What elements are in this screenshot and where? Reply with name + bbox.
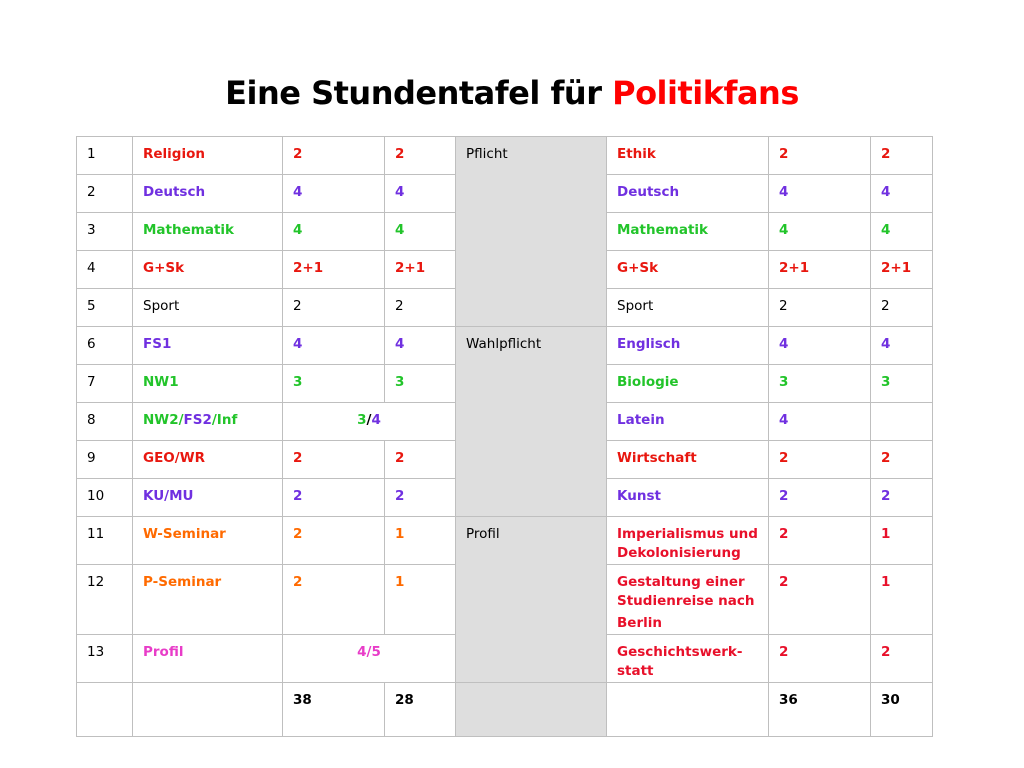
left-hours-a: 2	[283, 441, 385, 479]
left-hours-a: 2	[283, 517, 385, 565]
right-hours-b: 1	[871, 565, 933, 635]
left-hours-a: 2	[283, 137, 385, 175]
row-number: 3	[77, 213, 133, 251]
row-number: 4	[77, 251, 133, 289]
right-subject: Imperialismus und Dekolonisierung	[607, 517, 769, 565]
hours-part-slash: /	[366, 412, 372, 428]
right-hours-a: 2	[769, 635, 871, 683]
right-subject: Englisch	[607, 327, 769, 365]
right-hours-b: 2+1	[871, 251, 933, 289]
left-hours-a: 4	[283, 327, 385, 365]
right-subject: G+Sk	[607, 251, 769, 289]
left-subject: FS1	[133, 327, 283, 365]
left-subject: KU/MU	[133, 479, 283, 517]
right-hours-a: 2	[769, 517, 871, 565]
row-number: 11	[77, 517, 133, 565]
slide-title	[0, 74, 1024, 112]
left-hours-a: 2	[283, 479, 385, 517]
right-hours-b: 1	[871, 517, 933, 565]
subject-line: Berlin	[617, 615, 662, 631]
category-profil: Profil	[456, 517, 607, 683]
right-hours-b: 4	[871, 327, 933, 365]
left-hours-b: 1	[385, 517, 456, 565]
left-subject: Profil	[133, 635, 283, 683]
timetable	[76, 136, 933, 737]
right-hours-b	[871, 403, 933, 441]
left-hours-a: 2	[283, 289, 385, 327]
left-subject: W-Seminar	[133, 517, 283, 565]
row-number: 1	[77, 137, 133, 175]
row-number: 5	[77, 289, 133, 327]
left-hours-b: 2+1	[385, 251, 456, 289]
totals-empty-number	[77, 683, 133, 737]
row-number: 9	[77, 441, 133, 479]
left-total-b: 28	[385, 683, 456, 737]
right-hours-a: 2	[769, 137, 871, 175]
right-hours-a: 2	[769, 441, 871, 479]
left-subject	[133, 403, 283, 441]
right-subject: Mathematik	[607, 213, 769, 251]
subject-part-inf: /Inf	[211, 412, 238, 428]
table-row	[77, 327, 933, 365]
right-hours-b: 4	[871, 213, 933, 251]
right-subject: Deutsch	[607, 175, 769, 213]
right-subject: Latein	[607, 403, 769, 441]
subject-part-slash: /	[178, 412, 184, 428]
title-text: Eine Stundentafel für	[225, 74, 602, 112]
hours-part-3: 3	[357, 412, 367, 428]
row-number: 10	[77, 479, 133, 517]
subject-line: Studienreise nach	[617, 593, 755, 609]
right-hours-b: 2	[871, 479, 933, 517]
totals-empty-subject	[133, 683, 283, 737]
left-subject: Deutsch	[133, 175, 283, 213]
left-hours-b: 3	[385, 365, 456, 403]
left-hours-b: 2	[385, 289, 456, 327]
category-wahlpflicht: Wahlpflicht	[456, 327, 607, 517]
right-hours-b: 3	[871, 365, 933, 403]
row-number: 13	[77, 635, 133, 683]
left-total-a: 38	[283, 683, 385, 737]
left-subject: NW1	[133, 365, 283, 403]
subject-line: statt	[617, 663, 654, 679]
row-number: 8	[77, 403, 133, 441]
subject-part-fs2: FS2	[183, 412, 212, 428]
table-row	[77, 517, 933, 565]
right-total-a: 36	[769, 683, 871, 737]
left-hours-a: 4	[283, 175, 385, 213]
right-subject: Kunst	[607, 479, 769, 517]
hours-part-4: 4	[371, 412, 381, 428]
right-subject: Wirtschaft	[607, 441, 769, 479]
title-accent-text: Politikfans	[612, 74, 799, 112]
left-hours-b: 4	[385, 175, 456, 213]
category-pflicht: Pflicht	[456, 137, 607, 327]
right-hours-b: 2	[871, 289, 933, 327]
left-subject: GEO/WR	[133, 441, 283, 479]
left-subject: Religion	[133, 137, 283, 175]
right-subject	[607, 635, 769, 683]
left-hours-b: 4	[385, 327, 456, 365]
right-subject	[607, 565, 769, 635]
subject-line: Gestaltung einer	[617, 574, 745, 590]
right-hours-a: 4	[769, 403, 871, 441]
totals-category-empty	[456, 683, 607, 737]
table-row	[77, 137, 933, 175]
left-hours-b: 2	[385, 137, 456, 175]
left-hours-a: 4	[283, 213, 385, 251]
right-hours-a: 4	[769, 327, 871, 365]
left-hours-b: 4	[385, 213, 456, 251]
left-hours-b: 2	[385, 479, 456, 517]
right-subject: Biologie	[607, 365, 769, 403]
left-hours-merged: 4/5	[283, 635, 456, 683]
totals-row	[77, 683, 933, 737]
left-subject: G+Sk	[133, 251, 283, 289]
right-hours-a: 4	[769, 175, 871, 213]
left-subject: P-Seminar	[133, 565, 283, 635]
left-hours-a: 3	[283, 365, 385, 403]
right-hours-a: 4	[769, 213, 871, 251]
left-hours-b: 1	[385, 565, 456, 635]
totals-empty-right-subject	[607, 683, 769, 737]
left-hours-merged	[283, 403, 456, 441]
right-hours-a: 2+1	[769, 251, 871, 289]
right-hours-a: 3	[769, 365, 871, 403]
right-hours-b: 4	[871, 175, 933, 213]
right-hours-a: 2	[769, 479, 871, 517]
right-hours-a: 2	[769, 565, 871, 635]
right-total-b: 30	[871, 683, 933, 737]
right-hours-b: 2	[871, 137, 933, 175]
row-number: 12	[77, 565, 133, 635]
right-hours-a: 2	[769, 289, 871, 327]
left-subject: Mathematik	[133, 213, 283, 251]
row-number: 7	[77, 365, 133, 403]
subject-part-nw2: NW2	[143, 412, 179, 428]
left-hours-a: 2+1	[283, 251, 385, 289]
row-number: 6	[77, 327, 133, 365]
left-hours-b: 2	[385, 441, 456, 479]
right-hours-b: 2	[871, 635, 933, 683]
right-hours-b: 2	[871, 441, 933, 479]
left-subject: Sport	[133, 289, 283, 327]
subject-line: Geschichtswerk-	[617, 644, 743, 660]
row-number: 2	[77, 175, 133, 213]
right-subject: Sport	[607, 289, 769, 327]
right-subject: Ethik	[607, 137, 769, 175]
left-hours-a: 2	[283, 565, 385, 635]
